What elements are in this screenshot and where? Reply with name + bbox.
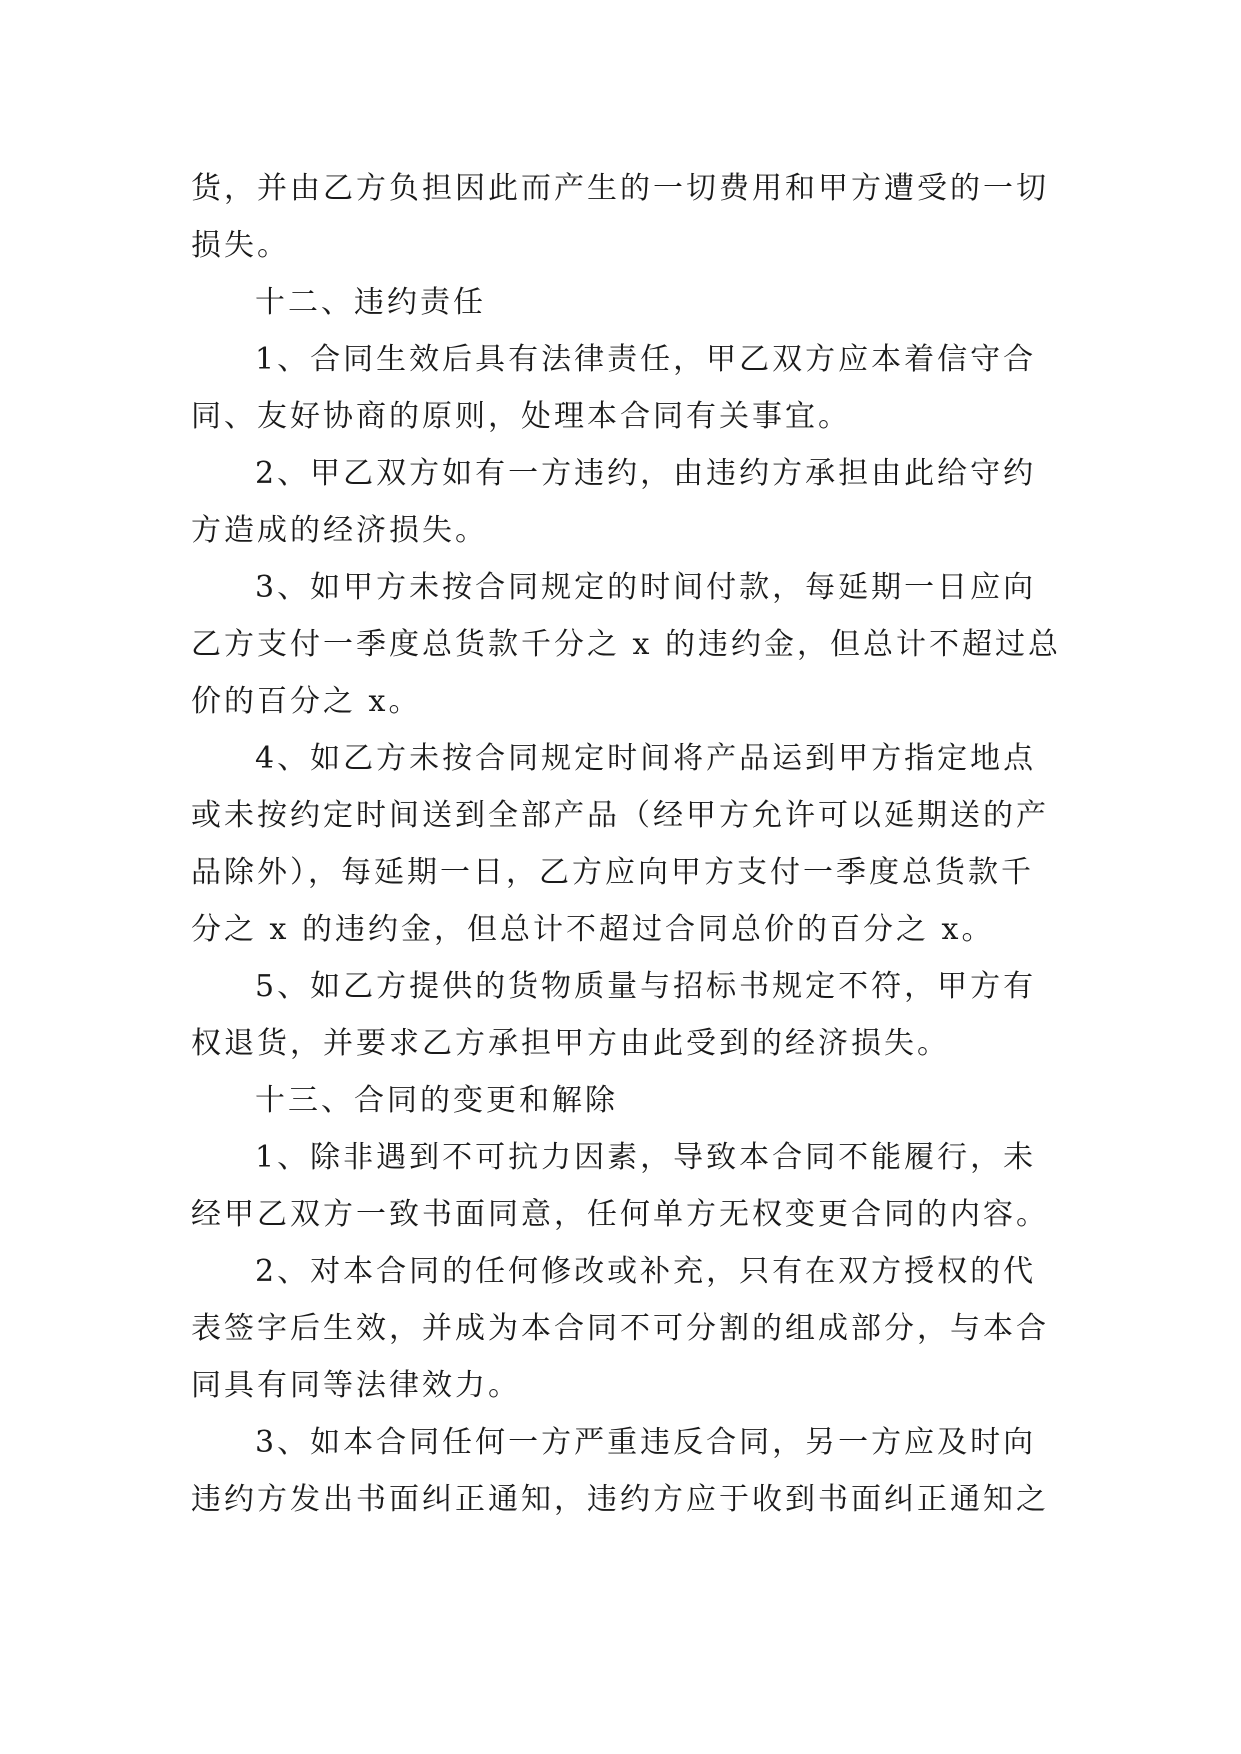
text-line: 表签字后生效，并成为本合同不可分割的组成部分，与本合	[191, 1311, 1049, 1346]
document-body	[191, 160, 1061, 1528]
text-line: 2、甲乙双方如有一方违约，由违约方承担由此给守约	[255, 456, 1037, 491]
text-line: 3、如甲方未按合同规定的时间付款，每延期一日应向	[255, 570, 1037, 605]
text-line: 分之 x 的违约金，但总计不超过合同总价的百分之 x。	[191, 912, 995, 947]
text-line: 4、如乙方未按合同规定时间将产品运到甲方指定地点	[255, 741, 1037, 776]
text-line: 方造成的经济损失。	[191, 513, 488, 548]
text-line: 品除外），每延期一日，乙方应向甲方支付一季度总货款千	[191, 855, 1034, 890]
text-line: 同具有同等法律效力。	[191, 1368, 521, 1403]
text-line: 经甲乙双方一致书面同意，任何单方无权变更合同的内容。	[191, 1197, 1049, 1232]
text-line: 违约方发出书面纠正通知，违约方应于收到书面纠正通知之	[191, 1482, 1049, 1517]
text-line: 权退货，并要求乙方承担甲方由此受到的经济损失。	[191, 1026, 950, 1061]
text-line: 同、友好协商的原则，处理本合同有关事宜。	[191, 399, 851, 434]
text-line: 损失。	[191, 228, 290, 263]
section-heading: 十二、违约责任	[255, 285, 486, 320]
section-heading: 十三、合同的变更和解除	[255, 1083, 618, 1118]
text-line: 或未按约定时间送到全部产品（经甲方允许可以延期送的产	[191, 798, 1049, 833]
text-line: 乙方支付一季度总货款千分之 x 的违约金，但总计不超过总	[191, 627, 1061, 662]
text-line: 1、合同生效后具有法律责任，甲乙双方应本着信守合	[255, 342, 1037, 377]
text-line: 货，并由乙方负担因此而产生的一切费用和甲方遭受的一切	[191, 171, 1049, 206]
text-line: 5、如乙方提供的货物质量与招标书规定不符，甲方有	[255, 969, 1037, 1004]
text-line: 1、除非遇到不可抗力因素，导致本合同不能履行，未	[255, 1140, 1037, 1175]
text-line: 价的百分之 x。	[191, 684, 422, 719]
text-line: 3、如本合同任何一方严重违反合同，另一方应及时向	[255, 1425, 1037, 1460]
text-line: 2、对本合同的任何修改或补充，只有在双方授权的代	[255, 1254, 1037, 1289]
